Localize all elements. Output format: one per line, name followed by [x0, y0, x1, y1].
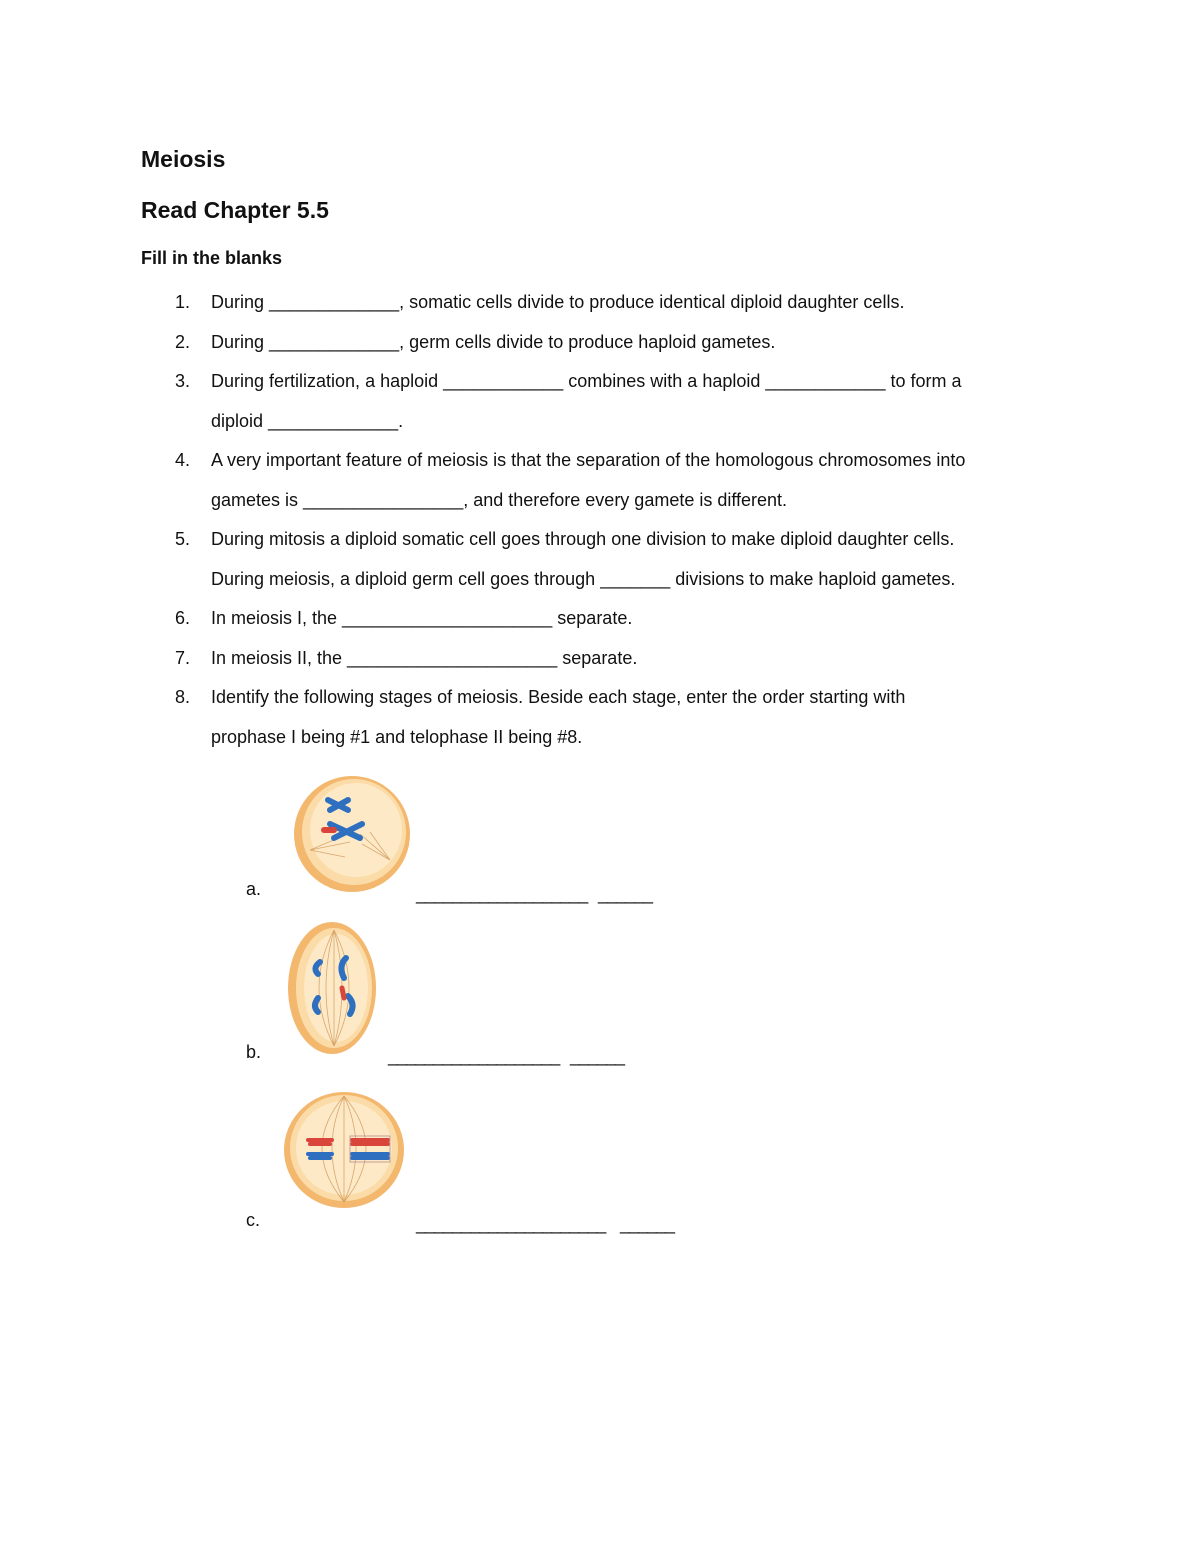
stage-order-blank[interactable]: ______: [598, 884, 653, 904]
question-number: 4.: [175, 450, 191, 470]
page-title: Meiosis: [141, 146, 226, 172]
stage-letter: a.: [246, 879, 262, 899]
question-number: 8.: [175, 687, 191, 707]
question-number: 2.: [175, 332, 191, 352]
question-text: diploid _____________.: [211, 411, 404, 431]
metaphase-cell-image: [280, 1088, 410, 1213]
question-text: gametes is ________________, and therefore every gamete is different.: [211, 490, 788, 510]
stage-name-blank[interactable]: _____________________: [416, 1214, 606, 1234]
question-text: In meiosis I, the _____________________ separate.: [211, 608, 633, 628]
question-text: A very important feature of meiosis is that the separation of the homologous chromosomes into: [211, 450, 966, 470]
question-number: 6.: [175, 608, 191, 628]
question-text: Identify the following stages of meiosis. Beside each stage, enter the order starting with: [211, 687, 906, 707]
question-text: In meiosis II, the _____________________ separate.: [211, 648, 638, 668]
question-number: 5.: [175, 529, 191, 549]
question-text: During _____________, somatic cells divide to produce identical diploid daughter cells.: [211, 292, 905, 312]
prophase-cell-image: [290, 772, 420, 897]
stage-order-blank[interactable]: ______: [620, 1214, 675, 1234]
question-text: During _____________, germ cells divide to produce haploid gametes.: [211, 332, 776, 352]
question-number: 3.: [175, 371, 191, 391]
question-number: 7.: [175, 648, 191, 668]
stage-name-blank[interactable]: ___________________: [388, 1046, 560, 1066]
question-text: During fertilization, a haploid ____________ combines with a haploid ____________ to form a: [211, 371, 962, 391]
stage-letter: c.: [246, 1210, 261, 1230]
question-text: During meiosis, a diploid germ cell goes through _______ divisions to make haploid gametes.: [211, 569, 956, 589]
question-text: prophase I being #1 and telophase II being #8.: [211, 727, 583, 747]
question-text: During mitosis a diploid somatic cell goes through one division to make diploid daughter cells.: [211, 529, 955, 549]
question-number: 1.: [175, 292, 191, 312]
chapter-heading: Read Chapter 5.5: [141, 197, 329, 223]
stage-name-blank[interactable]: ___________________: [416, 884, 588, 904]
stage-order-blank[interactable]: ______: [570, 1046, 625, 1066]
section-heading: Fill in the blanks: [141, 248, 283, 268]
stage-letter: b.: [246, 1042, 262, 1062]
anaphase-cell-image: [284, 918, 384, 1058]
